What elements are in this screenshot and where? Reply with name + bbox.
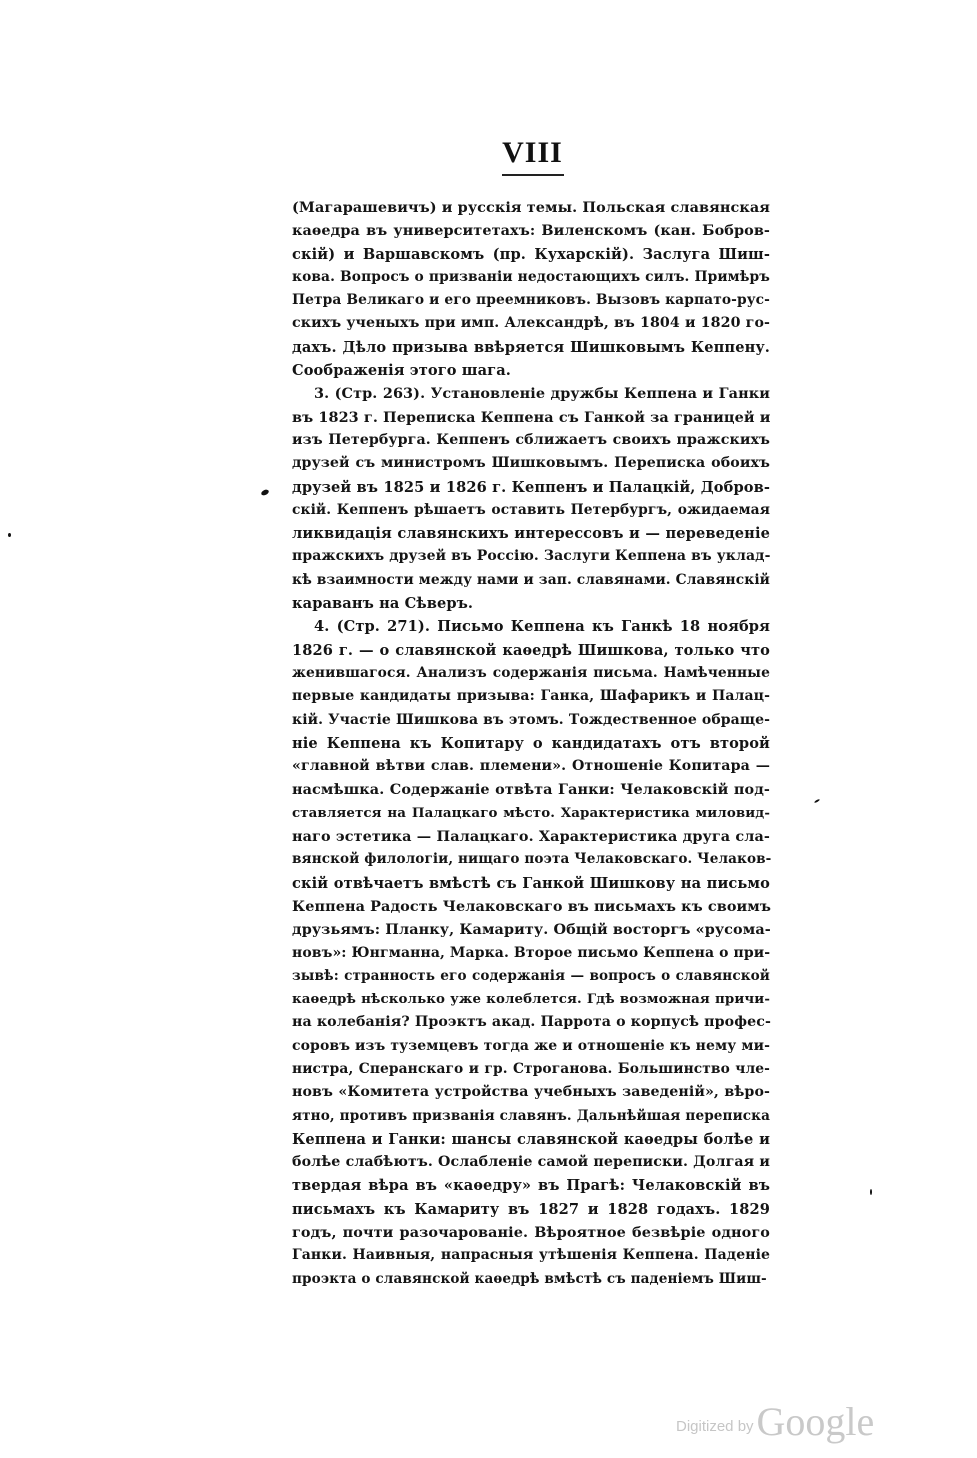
text-line: письмахъ къ Камариту въ 1827 и 1828 годахъ. 1829: [292, 1200, 770, 1218]
text-line: нистра, Сперанскаго и гр. Строганова. Большинство чле-: [292, 1060, 770, 1077]
digitized-footer: [676, 1392, 874, 1442]
text-line: 3. (Стр. 263). Установленіе дружбы Кеппена и Ганки: [314, 385, 770, 403]
text-line: ликвидація славянскихъ интерессовъ и — переведеніе: [292, 525, 770, 543]
text-line: Петра Великаго и его преемниковъ. Вызовъ карпато-рус-: [292, 292, 770, 309]
page-number-text: VIII: [502, 136, 563, 169]
text-line: скихъ ученыхъ при имп. Александрѣ, въ 1804 и 1820 го-: [292, 315, 770, 332]
text-line: друзей въ 1825 и 1826 г. Кеппенъ и Палацкій, Добров-: [292, 478, 770, 496]
text-line: Кеппена Радость Челаковскаго въ письмахъ къ своимъ: [292, 897, 772, 915]
text-line: друзьямъ: Планку, Камариту. Общій восторгъ «русома-: [292, 921, 771, 939]
text-line: женившагося. Анализъ содержанія письма. Намѣченные: [292, 664, 770, 681]
text-line: скій отвѣчаетъ вмѣстѣ съ Ганкой Шишкову на письмо: [292, 874, 770, 892]
text-line: ніе Кеппена къ Копитару о кандидатахъ отъ второй: [292, 734, 770, 752]
text-line: на колебанія? Проэктъ акад. Паррота о корпусѣ профес-: [292, 1014, 771, 1031]
text-line: Ганки. Наивныя, напрасныя утѣшенія Кеппена. Паденіе: [292, 1247, 770, 1264]
text-line: 1826 г. — о славянской каѳедрѣ Шишкова, только что: [292, 641, 770, 659]
page-number-underline: [502, 174, 564, 176]
text-line: каѳедрѣ нѣсколько уже колеблется. Гдѣ возможная причи-: [292, 991, 770, 1008]
text-line: ставляется на Палацкаго мѣсто. Характеристика миловид-: [292, 804, 770, 821]
text-line: соровъ изъ туземцевъ тогда же и отношеніе къ нему ми-: [292, 1037, 770, 1054]
text-line: ятно, противъ призванія славянъ. Дальнѣйшая переписка: [292, 1107, 770, 1124]
text-line: пражскихъ друзей въ Россію. Заслуги Кеппена въ уклад-: [292, 548, 771, 565]
text-line: зывѣ: странность его содержанія — вопросъ о славянской: [292, 967, 770, 984]
google-wordmark: Google: [756, 1399, 875, 1444]
scan-mark: [260, 489, 269, 497]
text-line: насмѣшка. Содержаніе отвѣта Ганки: Челаковскій под-: [292, 781, 770, 799]
text-line: годъ, почти разочарованіе. Вѣроятное безвѣріе одного: [292, 1224, 770, 1242]
page-number: [0, 136, 977, 176]
text-line: скій) и Варшавскомъ (пр. Кухарскій). Заслуга Шиш-: [292, 245, 770, 263]
text-block: [292, 196, 770, 1291]
text-line: караванъ на Сѣверъ.: [292, 595, 474, 613]
digitized-by-label: Digitized by: [676, 1418, 754, 1435]
text-line: Соображенія этого шага.: [292, 362, 511, 380]
text-line: дахъ. Дѣло призыва ввѣряется Шишковымъ Кеппену.: [292, 338, 770, 356]
text-line: болѣе слабѣютъ. Ослабленіе самой переписки. Долгая и: [292, 1154, 770, 1171]
text-line: первые кандидаты призыва: Ганка, Шафарикъ и Палац-: [292, 688, 770, 705]
text-line: кова. Вопросъ о призваніи недостающихъ силъ. Примѣръ: [292, 268, 770, 285]
text-line: «главной вѣтви слав. племени». Отношеніе Копитара —: [292, 758, 770, 775]
text-line: (Магарашевичъ) и русскія темы. Польская славянская: [292, 199, 771, 216]
text-line: друзей съ министромъ Шишковымъ. Переписка обоихъ: [292, 455, 770, 472]
text-line: новъ»: Юнгманна, Марка. Второе письмо Кеппена о при-: [292, 944, 771, 961]
scan-mark: [8, 533, 11, 537]
scan-mark: [870, 1189, 872, 1195]
text-line: кѣ взаимности между нами и зап. славянами. Славянскій: [292, 571, 770, 588]
text-line: въ 1823 г. Переписка Кеппена съ Ганкой за границей и: [292, 408, 771, 426]
text-line: Кеппена и Ганки: шансы славянской каѳедры болѣе и: [292, 1130, 770, 1148]
text-line: изъ Петербурга. Кеппенъ сближаетъ своихъ пражскихъ: [292, 431, 770, 448]
text-line: 4. (Стр. 271). Письмо Кеппена къ Ганкѣ 18 ноября: [314, 618, 770, 636]
text-line: проэкта о славянской каѳедрѣ вмѣстѣ съ паденіемъ Шиш-: [292, 1270, 767, 1287]
text-line: скій. Кеппенъ рѣшаетъ оставить Петербургъ, ожидаемая: [292, 501, 770, 518]
text-line: кій. Участіе Шишкова въ этомъ. Тождественное обраще-: [292, 711, 770, 728]
text-line: каѳедра въ университетахъ: Виленскомъ (кан. Бобров-: [292, 222, 770, 240]
text-line: новъ «Комитета устройства учебныхъ заведеній», вѣро-: [292, 1084, 770, 1101]
text-line: вянской филологіи, нищаго поэта Челаковскаго. Челаков-: [292, 851, 772, 868]
text-line: твердая вѣра въ «каѳедру» въ Прагѣ: Челаковскій въ: [292, 1177, 770, 1195]
scan-mark: [814, 799, 820, 804]
text-line: наго эстетика — Палацкаго. Характеристика друга сла-: [292, 828, 770, 846]
